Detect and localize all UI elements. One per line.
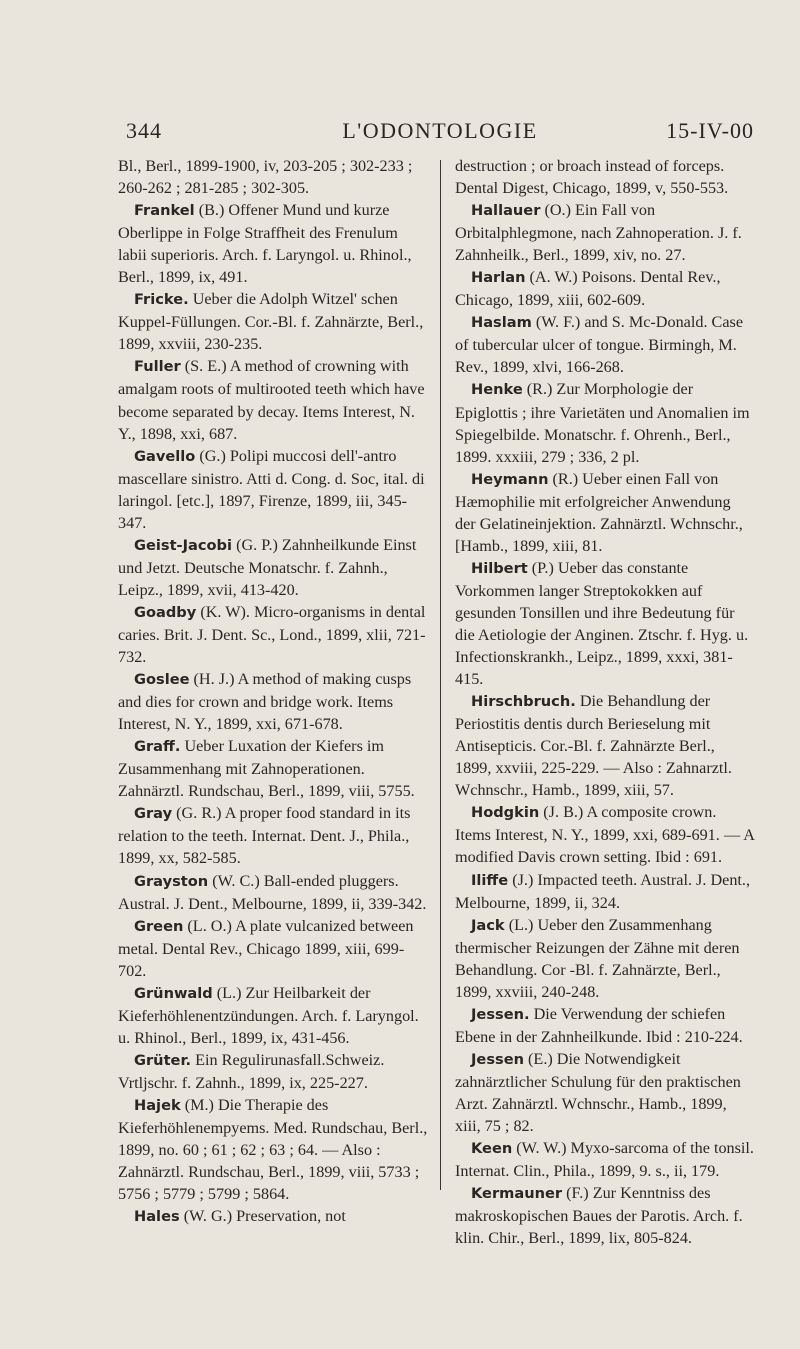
bibliography-entry [455, 1003, 755, 1048]
bibliography-entry [118, 288, 428, 355]
bibliography-entry [118, 982, 428, 1049]
author-name: Hallauer [471, 202, 541, 220]
citation-text: (P.) Ueber das constante Vorkommen langer Streptokokken auf gesunden Tonsillen und ihre Bedeutung für die Aetiologie der Anginen. Ztschr. f. Hyg. u. Infectionskrankh., Leipz., 1899, xxxi, 381-415. [455, 558, 749, 689]
author-name: Grünwald [134, 984, 213, 1002]
author-name: Gray [134, 805, 173, 823]
bibliography-entry [118, 155, 428, 199]
bibliography-entry [455, 378, 755, 467]
citation-text: (A. W.) Poisons. Dental Rev., Chicago, 1899, xiii, 602-609. [455, 268, 721, 310]
citation-text: (S. E.) A method of crowning with amalgam roots of multirooted teeth which have become separated by decay. Items Interest, N. Y., 1898, xxi, 687. [118, 357, 425, 443]
bibliography-entry [118, 915, 428, 982]
author-name: Heymann [471, 470, 549, 488]
bibliography-entry [455, 266, 755, 311]
citation-text: Ein Regulirunasfall.Schweiz. Vrtljschr. f. Zahnh., 1899, ix, 225-227. [118, 1050, 385, 1092]
right-column [455, 155, 755, 1249]
author-name: Hajek [134, 1096, 181, 1114]
citation-text: (E.) Die Notwendigkeit zahnärztlicher Schulung für den praktischen Arzt. Zahnärztl. Wchnschr., Hamb., 1899, xiii, 75 ; 82. [455, 1049, 741, 1136]
bibliography-entry [455, 1048, 755, 1137]
citation-text: (W. F.) and S. Mc-Donald. Case of tubercular ulcer of tongue. Birmingh, M. Rev., 1899, xlvi, 166-268. [455, 313, 744, 377]
bibliography-entry [118, 1094, 428, 1205]
citation-text: (R.) Zur Morphologie der Epiglottis ; ihre Varietäten und Anomalien im Spiegelbilde. Monatschr. f. Ohrenh., Berl., 1899. xxxiii, 279 ; 336, 2 pl. [455, 380, 750, 466]
citation-text: (W. G.) Preservation, not [183, 1207, 346, 1226]
bibliography-entry [455, 199, 755, 266]
bibliography-entry [118, 1049, 428, 1094]
author-name: Kermauner [471, 1185, 563, 1203]
author-name: Hirschbruch. [471, 693, 576, 711]
citation-text: (H. J.) A method of making cusps and dies for crown and bridge work. Items Interest, N. Y., 1899, xxi, 671-678. [118, 670, 412, 734]
author-name: Hilbert [471, 559, 528, 577]
author-name: Green [134, 917, 184, 935]
author-name: Geist-Jacobi [134, 536, 233, 554]
citation-text: (J.) Impacted teeth. Austral. J. Dent., Melbourne, 1899, ii, 324. [455, 870, 751, 912]
citation-text: (R.) Ueber einen Fall von Hæmophilie mit erfolgreicher Anwendung der Gelatineinjektion. Zahnärztl. Wchnschr., [Hamb., 1899, xiii, 81. [455, 469, 743, 555]
left-column [118, 155, 428, 1228]
citation-text: Die Verwendung der schiefen Ebene in der Zahnheilkunde. Ibid : 210-224. [455, 1004, 743, 1046]
citation-text: (W. W.) Myxo-sarcoma of the tonsil. Internat. Clin., Phila., 1899, 9. s., ii, 179. [455, 1139, 754, 1181]
citation-text: (G.) Polipi muccosi dell'-antro mascellare sinistro. Atti d. Cong. d. Soc, ital. di laringol. [etc.], 1897, Firenze, 1899, iii, 345-347. [118, 446, 425, 532]
bibliography-entry [118, 445, 428, 534]
citation-text: (L.) Zur Heilbarkeit der Kieferhöhlenentzündungen. Arch. f. Laryngol. u. Rhinol., Berl., 1899, ix, 431-456. [118, 983, 419, 1047]
author-name: Haslam [471, 314, 532, 332]
citation-text: Ueber Luxation der Kiefers im Zusammenhang mit Zahnoperationen. Zahnärztl. Rundschau, Berl., 1899, viii, 5755. [118, 737, 415, 801]
bibliography-entry [455, 801, 755, 868]
citation-text: (K. W). Micro-organisms in dental caries. Brit. J. Dent. Sc., Lond., 1899, xlii, 721-732. [118, 602, 426, 667]
column-divider [440, 160, 441, 1190]
author-name: Goslee [134, 671, 190, 689]
citation-text: (B.) Offener Mund und kurze Oberlippe in Folge Straffheit des Frenulum labii superioris. Arch. f. Laryngol. u. Rhinol., Berl., 1899, ix, 491. [118, 201, 412, 287]
bibliography-entry [118, 735, 428, 802]
author-name: Iliffe [471, 871, 509, 889]
bibliography-entry [455, 914, 755, 1003]
bibliography-entry [118, 534, 428, 601]
bibliography-entry [455, 690, 755, 801]
citation-text: (J. B.) A composite crown. Items Interest, N. Y., 1899, xxi, 689-691. — A modified Davis crown setting. Ibid : 691. [455, 803, 754, 867]
author-name: Graff. [134, 738, 181, 756]
bibliography-entry [118, 1205, 428, 1228]
citation-text: (M.) Die Therapie des Kieferhöhlenempyems. Med. Rundschau, Berl., 1899, no. 60 ; 61 ; 62 ; 63 ; 64. — Also : Zahnärztl. Rundschau, Berl., 1899, viii, 5733 ; 5756 ; 5779 ; 5799 ; 5864. [118, 1095, 428, 1204]
author-name: Henke [471, 381, 523, 399]
bibliography-entry [118, 199, 428, 288]
author-name: Hales [134, 1208, 180, 1226]
author-name: Fricke. [134, 291, 189, 309]
citation-text: (O.) Ein Fall von Orbitalphlegmone, nach Zahnoperation. J. f. Zahnheilk., Berl., 1899, xiv, no. 27. [455, 201, 742, 265]
citation-text: (F.) Zur Kenntniss des makroskopischen Baues der Parotis. Arch. f. klin. Chir., Berl., 1899, lix, 805-824. [455, 1184, 743, 1248]
author-name: Jack [471, 916, 505, 934]
citation-text: (L.) Ueber den Zusammenhang thermischer Reizungen der Zähne mit deren Behandlung. Cor -Bl. f. Zahnärzte, Berl., 1899, xxviii, 240-248. [455, 915, 740, 1001]
author-name: Grüter. [134, 1051, 192, 1069]
journal-title: L'ODONTOLOGIE [342, 118, 538, 143]
citation-text: (G. P.) Zahnheilkunde Einst und Jetzt. Deutsche Monatschr. f. Zahnh., Leipz., 1899, xvii, 413-420. [118, 535, 417, 599]
author-name: Jessen [471, 1050, 524, 1068]
bibliography-entry [118, 870, 428, 915]
page-number: 344 [126, 118, 162, 143]
citation-text: Die Behandlung der Periostitis dentis durch Berieselung mit Antisepticis. Cor.-Bl. f. Zahnärzte Berl., 1899, xxviii, 225-229. — Also : Zahnarztl. Wchnschr., Hamb., 1899, xiii, 57. [455, 692, 732, 800]
bibliography-entry [118, 355, 428, 444]
author-name: Frankel [134, 202, 195, 220]
author-name: Hodgkin [471, 804, 540, 822]
issue-date: 15-IV-00 [666, 118, 754, 143]
bibliography-entry [455, 1137, 755, 1182]
citation-text: destruction ; or broach instead of forceps. Dental Digest, Chicago, 1899, v, 550-553. [455, 157, 729, 198]
bibliography-entry [118, 668, 428, 735]
citation-text: (W. C.) Ball-ended pluggers. Austral. J. Dent., Melbourne, 1899, ii, 339-342. [118, 871, 427, 913]
author-name: Goadby [134, 603, 197, 621]
author-name: Fuller [134, 358, 181, 376]
bibliography-entry [455, 869, 755, 914]
author-name: Harlan [471, 269, 526, 287]
citation-text: Ueber die Adolph Witzel' schen Kuppel-Füllungen. Cor.-Bl. f. Zahnärzte, Berl., 1899, xxviii, 230-235. [118, 290, 424, 354]
author-name: Grayston [134, 872, 209, 890]
citation-text: (G. R.) A proper food standard in its relation to the teeth. Internat. Dent. J., Phila., 1899, xx, 582-585. [118, 804, 411, 868]
bibliography-entry [455, 1182, 755, 1249]
bibliography-entry [455, 468, 755, 557]
running-header [126, 112, 754, 152]
bibliography-entry [118, 601, 428, 668]
bibliography-entry [455, 311, 755, 378]
author-name: Jessen. [471, 1005, 530, 1023]
citation-text: Bl., Berl., 1899-1900, iv, 203-205 ; 302-233 ; 260-262 ; 281-285 ; 302-305. [118, 157, 413, 198]
author-name: Keen [471, 1140, 513, 1158]
bibliography-entry [118, 802, 428, 869]
bibliography-entry [455, 155, 755, 199]
author-name: Gavello [134, 447, 196, 465]
bibliography-entry [455, 557, 755, 690]
citation-text: (L. O.) A plate vulcanized between metal. Dental Rev., Chicago 1899, xiii, 699-702. [118, 916, 414, 980]
